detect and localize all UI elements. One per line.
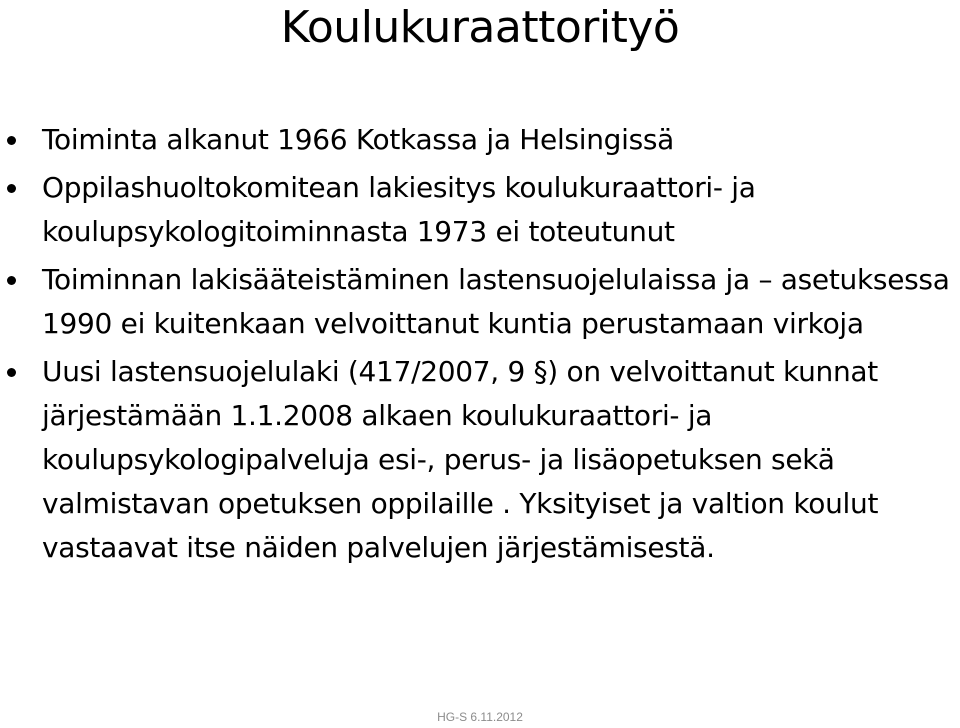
bullet-dot-icon: [7, 368, 16, 377]
slide-title: Koulukuraattorityö: [280, 2, 680, 53]
bullet-text: Uusi lastensuojelulaki (417/2007, 9 §) on velvoittanut kunnat järjestämään 1.1.2008 alkaen koulukuraattori- ja koulupsykologipalveluja esi-, perus- ja lisäopetuksen sekä valmistavan opetuksen oppilaille . Yksityiset ja valtion koulut vastaavat itse näiden palvelujen järjestämisestä.: [42, 355, 879, 564]
bullet-item: [42, 118, 954, 162]
bullet-dot-icon: [7, 276, 16, 285]
bullet-dot-icon: [7, 184, 16, 193]
bullet-dot-icon: [7, 136, 16, 145]
bullet-text: Toiminta alkanut 1966 Kotkassa ja Helsingissä: [42, 123, 675, 156]
bullet-item: [42, 166, 954, 254]
bullet-item: [42, 350, 954, 570]
bullet-item: [42, 258, 954, 346]
bullet-text: Oppilashuoltokomitean lakiesitys koulukuraattori- ja koulupsykologitoiminnasta 1973 ei toteutunut: [42, 171, 756, 248]
bullet-list: [42, 118, 954, 574]
bullet-text: Toiminnan lakisääteistäminen lastensuojelulaissa ja – asetuksessa 1990 ei kuitenkaan velvoittanut kuntia perustamaan virkoja: [42, 263, 950, 340]
slide-footer: HG-S 6.11.2012: [437, 710, 523, 724]
